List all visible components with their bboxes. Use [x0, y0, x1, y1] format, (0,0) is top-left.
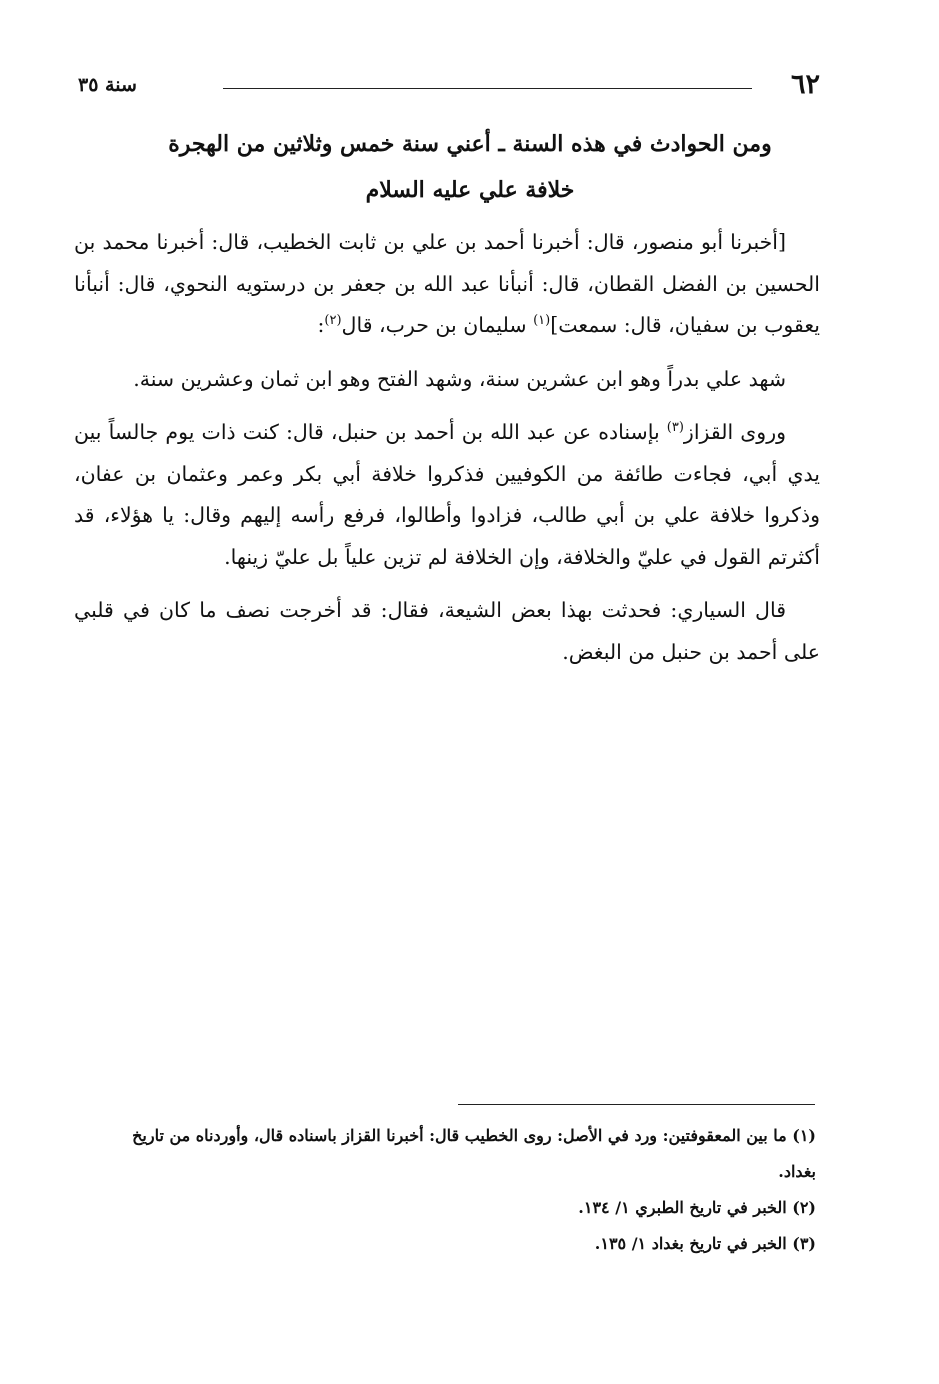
running-title: سنة ٣٥: [78, 74, 137, 96]
footnote-divider: [458, 1104, 815, 1105]
footnote-2: (٢) الخبر في تاريخ الطبري ١/ ١٣٤.: [578, 1198, 816, 1217]
page-number: ٦٢: [790, 69, 820, 100]
section-subheading: خلافة علي عليه السلام: [365, 177, 575, 203]
header-rule: [223, 88, 752, 89]
paragraph-badr: شهد علي بدراً وهو ابن عشرين سنة، وشهد الفتح وهو ابن ثمان وعشرين سنة.: [133, 366, 786, 391]
footnote-3: (٣) الخبر في تاريخ بغداد ١/ ١٣٥.: [594, 1234, 816, 1253]
paragraph-text: [أخبرنا أبو منصور، قال: أخبرنا أحمد بن علي بن ثابت الخطيب، قال: أخبرنا محمد بن الحسين بن الفضل القطان، قال: أنبأنا عبد الله بن جعفر بن درستويه النحوي، قال: أنبأنا يعقوب بن سفيان، قال: سمعت]: [74, 230, 820, 337]
footnote-ref[interactable]: (١): [533, 313, 551, 329]
paragraph-text: :: [317, 313, 325, 337]
footnote-1: [70, 1124, 816, 1184]
paragraph-text: بإسناده عن عبد الله بن أحمد بن حنبل، قال: كنت ذات يوم جالساً بين يدي أبي، فجاءت طائفة من الكوفيين فذكروا خلافة أبي بكر وعمر وعثمان بن عفان، وذكروا خلافة علي بن أبي طالب، فزادوا وأطالوا، فرفع رأسه إليهم وقال: يا هؤلاء، قد أكثرتم القول في عليّ والخلافة، وإن الخلافة لم تزين علياً بل عليّ زينها.: [74, 420, 820, 569]
section-heading: ومن الحوادث في هذه السنة ـ أعني سنة خمس وثلاثين من الهجرة: [168, 131, 772, 157]
paragraph-sayyari: قال السياري: فحدثت بهذا بعض الشيعة، فقال: قد أخرجت نصف ما كان في قلبي على أحمد بن حنبل من البغض.: [74, 598, 820, 664]
footnote-ref[interactable]: (٢): [324, 313, 342, 329]
footnotes: [70, 1124, 816, 1268]
body-text: [74, 222, 820, 673]
footnote-text: (١) ما بين المعقوفتين: ورد في الأصل: روى الخطيب قال: أخبرنا القزاز باسناده قال، وأوردناه من تاريخ: [132, 1126, 816, 1145]
paragraph-qazzaz: [74, 412, 820, 578]
paragraph-isnad: [74, 222, 820, 347]
footnote-text: بغداد.: [778, 1162, 816, 1181]
paragraph-text: وروى القزاز: [683, 420, 786, 444]
running-header: [78, 68, 820, 102]
paragraph-text: سليمان بن حرب، قال: [341, 313, 534, 337]
footnote-ref[interactable]: (٣): [666, 420, 684, 436]
